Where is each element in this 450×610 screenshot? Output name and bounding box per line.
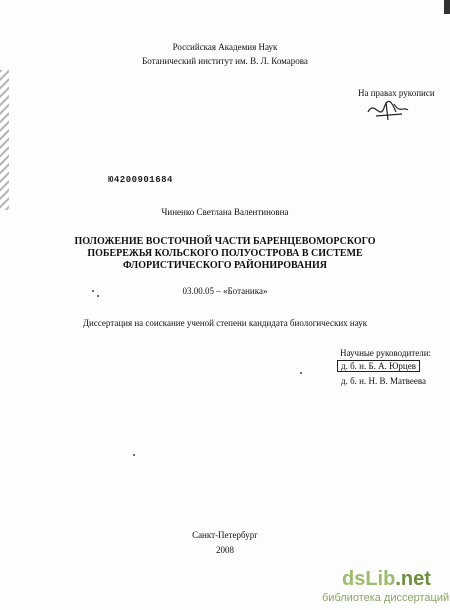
- manuscript-note: На правах рукописи: [358, 88, 435, 98]
- author-name: Чиненко Светлана Валентиновна: [161, 207, 289, 217]
- supervisor-name: д. б. н. Н. В. Матвеева: [341, 376, 426, 386]
- specialty-code: 03.00.05 – «Ботаника»: [182, 286, 268, 296]
- scan-corner-mark: [444, 0, 450, 14]
- title-line: ПОЛОЖЕНИЕ ВОСТОЧНОЙ ЧАСТИ БАРЕНЦЕВОМОРСКОГО: [74, 236, 376, 247]
- watermark-brand: dsLib: [342, 568, 396, 590]
- scan-speck: [300, 372, 302, 374]
- scan-edge-shadow: [0, 70, 9, 210]
- title-line: ФЛОРИСТИЧЕСКОГО РАЙОНИРОВАНИЯ: [122, 260, 328, 271]
- title-line: ПОБЕРЕЖЬЯ КОЛЬСКОГО ПОЛУОСТРОВА В СИСТЕМЕ: [87, 248, 363, 259]
- year: 2008: [216, 545, 234, 555]
- supervisors-heading: Научные руководители:: [340, 348, 432, 358]
- academy-name: Российская Академия Наук: [172, 42, 278, 52]
- institute-name: Ботанический институт им. В. Л. Комарова: [142, 56, 308, 66]
- library-barcode: Ю4200901684: [108, 175, 173, 185]
- supervisor-name-box: д. б. н. Б. А. Юрцев: [337, 360, 420, 372]
- watermark-domain: .net: [395, 568, 431, 590]
- dissertation-title: [0, 236, 450, 272]
- degree-statement: Диссертация на соискание ученой степени кандидата биологических наук: [82, 318, 368, 328]
- city: Санкт-Петербург: [192, 530, 258, 540]
- supervisor-name: [337, 361, 420, 371]
- watermark-logo: [342, 568, 431, 591]
- watermark-subtitle: библиотека диссертаций: [322, 592, 450, 604]
- scan-speck: [133, 454, 135, 456]
- signature-image: [366, 98, 410, 122]
